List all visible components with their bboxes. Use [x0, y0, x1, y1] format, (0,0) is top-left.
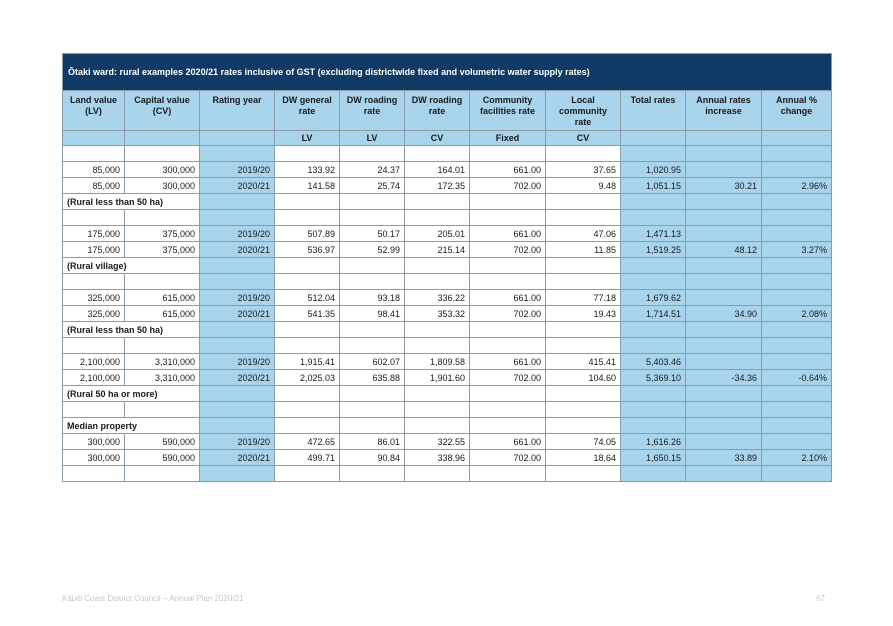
table-cell: 661.00 [470, 290, 546, 306]
table-cell: 1,714.51 [621, 306, 686, 322]
column-header: Community facilities rate [470, 91, 546, 131]
table-cell [125, 146, 200, 162]
column-header: Annual % change [762, 91, 832, 131]
table-cell [686, 274, 762, 290]
empty-cell [762, 418, 832, 434]
table-cell [63, 338, 125, 354]
empty-cell [200, 418, 275, 434]
empty-cell [275, 322, 340, 338]
empty-cell [470, 322, 546, 338]
table-cell [470, 402, 546, 418]
empty-cell [200, 258, 275, 274]
table-cell: 11.85 [546, 242, 621, 258]
table-cell [200, 338, 275, 354]
table-cell [686, 290, 762, 306]
table-cell [762, 290, 832, 306]
table-cell: 661.00 [470, 226, 546, 242]
table-cell: 375,000 [125, 226, 200, 242]
table-cell: 499.71 [275, 450, 340, 466]
table-cell: 300,000 [63, 450, 125, 466]
table-cell: 86.01 [340, 434, 405, 450]
unit-cell [686, 131, 762, 146]
table-cell: 52.99 [340, 242, 405, 258]
table-cell: 77.18 [546, 290, 621, 306]
page-number: 67 [816, 594, 825, 603]
table-cell [200, 466, 275, 482]
table-cell: 37.65 [546, 162, 621, 178]
table-cell [546, 210, 621, 226]
blank-row [63, 466, 832, 482]
empty-cell [470, 418, 546, 434]
table-cell [621, 210, 686, 226]
column-header: Capital value (CV) [125, 91, 200, 131]
table-cell [686, 434, 762, 450]
table-cell: 415.41 [546, 354, 621, 370]
empty-cell [686, 258, 762, 274]
table-cell: 1,051.15 [621, 178, 686, 194]
table-cell [340, 274, 405, 290]
empty-cell [621, 386, 686, 402]
empty-cell [762, 386, 832, 402]
table-cell: 702.00 [470, 370, 546, 386]
unit-cell: Fixed [470, 131, 546, 146]
empty-cell [275, 258, 340, 274]
group-label: (Rural less than 50 ha) [63, 322, 200, 338]
table-cell: 85,000 [63, 162, 125, 178]
table-cell [470, 466, 546, 482]
table-cell: 635.88 [340, 370, 405, 386]
table-cell [762, 434, 832, 450]
empty-cell [340, 322, 405, 338]
table-cell [405, 210, 470, 226]
empty-cell [405, 258, 470, 274]
table-cell [686, 354, 762, 370]
table-cell [200, 210, 275, 226]
table-cell: 615,000 [125, 290, 200, 306]
group-label: Median property [63, 418, 200, 434]
table-cell [405, 146, 470, 162]
table-cell: 215.14 [405, 242, 470, 258]
table-cell: 2019/20 [200, 162, 275, 178]
table-cell: 2020/21 [200, 450, 275, 466]
unit-cell: LV [275, 131, 340, 146]
table-cell: 1,679.62 [621, 290, 686, 306]
empty-cell [275, 418, 340, 434]
table-cell [63, 274, 125, 290]
table-cell [762, 338, 832, 354]
table-cell: 1,915.41 [275, 354, 340, 370]
table-cell [762, 210, 832, 226]
group-label-row [63, 194, 832, 210]
table-cell: 205.01 [405, 226, 470, 242]
unit-cell [63, 131, 125, 146]
column-header: Annual rates increase [686, 91, 762, 131]
table-cell [63, 146, 125, 162]
table-cell: 3,310,000 [125, 370, 200, 386]
table-cell [762, 402, 832, 418]
empty-cell [546, 258, 621, 274]
empty-cell [686, 418, 762, 434]
empty-cell [546, 322, 621, 338]
table-cell: 5,403.46 [621, 354, 686, 370]
table-cell: 98.41 [340, 306, 405, 322]
table-cell: 19.43 [546, 306, 621, 322]
table-cell [621, 146, 686, 162]
table-cell: 85,000 [63, 178, 125, 194]
table-cell: 93.18 [340, 290, 405, 306]
table-cell [546, 146, 621, 162]
empty-cell [621, 322, 686, 338]
empty-cell [546, 418, 621, 434]
table-cell: 661.00 [470, 354, 546, 370]
empty-cell [200, 322, 275, 338]
table-cell: 2019/20 [200, 434, 275, 450]
table-cell [63, 402, 125, 418]
table-cell [200, 402, 275, 418]
table-cell: 164.01 [405, 162, 470, 178]
table-cell [405, 338, 470, 354]
table-cell [275, 402, 340, 418]
table-cell [405, 466, 470, 482]
column-header: Land value (LV) [63, 91, 125, 131]
table-cell: 2020/21 [200, 242, 275, 258]
table-cell [470, 146, 546, 162]
empty-cell [621, 258, 686, 274]
table-cell: 1,519.25 [621, 242, 686, 258]
table-cell: 661.00 [470, 434, 546, 450]
table-row [63, 226, 832, 242]
table-row [63, 434, 832, 450]
table-cell [63, 466, 125, 482]
table-cell: 2020/21 [200, 178, 275, 194]
blank-row [63, 338, 832, 354]
empty-cell [340, 258, 405, 274]
unit-cell: LV [340, 131, 405, 146]
table-cell: 2,025.03 [275, 370, 340, 386]
table-cell: 33.89 [686, 450, 762, 466]
table-cell [470, 274, 546, 290]
table-cell: 34.90 [686, 306, 762, 322]
empty-cell [621, 194, 686, 210]
column-header: DW general rate [275, 91, 340, 131]
blank-row [63, 274, 832, 290]
table-cell [125, 466, 200, 482]
table-cell: 30.21 [686, 178, 762, 194]
blank-row [63, 402, 832, 418]
unit-row [63, 131, 832, 146]
header-row [63, 91, 832, 131]
table-cell [546, 402, 621, 418]
table-cell [621, 338, 686, 354]
table-cell [546, 274, 621, 290]
blank-row [63, 210, 832, 226]
table-cell: 325,000 [63, 290, 125, 306]
table-title: Ōtaki ward: rural examples 2020/21 rates inclusive of GST (excluding districtwide fixed and volumetric water supply rates) [63, 54, 832, 91]
table-cell: 90.84 [340, 450, 405, 466]
table-cell: 2.10% [762, 450, 832, 466]
empty-cell [340, 418, 405, 434]
table-cell [621, 402, 686, 418]
table-cell [546, 338, 621, 354]
table-row [63, 354, 832, 370]
table-cell [405, 402, 470, 418]
table-cell: 50.17 [340, 226, 405, 242]
group-label-row [63, 258, 832, 274]
table-row [63, 178, 832, 194]
table-cell [686, 402, 762, 418]
table-cell: 325,000 [63, 306, 125, 322]
table-row [63, 290, 832, 306]
table-cell: 48.12 [686, 242, 762, 258]
table-cell [340, 466, 405, 482]
table-cell: 47.06 [546, 226, 621, 242]
table-row [63, 450, 832, 466]
table-cell: 74.05 [546, 434, 621, 450]
footer-publication: Kāpiti Coast District Council – Annual Plan 2020/21 [62, 594, 244, 603]
table-cell [762, 466, 832, 482]
table-cell: 590,000 [125, 434, 200, 450]
empty-cell [762, 194, 832, 210]
table-cell: 2019/20 [200, 354, 275, 370]
empty-cell [470, 194, 546, 210]
empty-cell [686, 322, 762, 338]
table-cell: 1,616.26 [621, 434, 686, 450]
table-cell: 590,000 [125, 450, 200, 466]
table-cell [340, 338, 405, 354]
table-cell: 175,000 [63, 226, 125, 242]
table-cell: 375,000 [125, 242, 200, 258]
table-cell: 175,000 [63, 242, 125, 258]
table-cell [686, 338, 762, 354]
empty-cell [200, 386, 275, 402]
table-cell [621, 274, 686, 290]
table-cell: 661.00 [470, 162, 546, 178]
table-cell: 25.74 [340, 178, 405, 194]
table-cell [125, 274, 200, 290]
table-cell: 133.92 [275, 162, 340, 178]
table-cell [470, 210, 546, 226]
table-cell [340, 210, 405, 226]
table-cell: 2019/20 [200, 290, 275, 306]
table-cell: 2.08% [762, 306, 832, 322]
empty-cell [275, 194, 340, 210]
table-cell: 2,100,000 [63, 370, 125, 386]
table-cell: 18.64 [546, 450, 621, 466]
table-cell: 300,000 [63, 434, 125, 450]
table-cell: 541.35 [275, 306, 340, 322]
table-cell [686, 466, 762, 482]
empty-cell [686, 194, 762, 210]
table-cell: 1,471.13 [621, 226, 686, 242]
table-cell: 353.32 [405, 306, 470, 322]
table-cell: 322.55 [405, 434, 470, 450]
empty-cell [340, 386, 405, 402]
table-cell [125, 402, 200, 418]
unit-cell [125, 131, 200, 146]
empty-cell [405, 418, 470, 434]
unit-cell: CV [546, 131, 621, 146]
table-row [63, 306, 832, 322]
column-header: Rating year [200, 91, 275, 131]
table-cell [275, 210, 340, 226]
table-cell: 702.00 [470, 242, 546, 258]
table-cell: -34.36 [686, 370, 762, 386]
table-cell: 1,809.58 [405, 354, 470, 370]
table-cell [340, 402, 405, 418]
group-label-row [63, 418, 832, 434]
table-cell: 2019/20 [200, 226, 275, 242]
table-cell [762, 226, 832, 242]
unit-cell [621, 131, 686, 146]
group-label: (Rural less than 50 ha) [63, 194, 200, 210]
table-cell: 536.97 [275, 242, 340, 258]
table-cell: 2020/21 [200, 370, 275, 386]
table-cell [275, 146, 340, 162]
table-cell: 615,000 [125, 306, 200, 322]
table-cell [125, 210, 200, 226]
table-cell [275, 466, 340, 482]
table-cell [275, 274, 340, 290]
column-header: Total rates [621, 91, 686, 131]
table-cell [686, 146, 762, 162]
unit-cell: CV [405, 131, 470, 146]
column-header: DW roading rate [340, 91, 405, 131]
column-header: Local community rate [546, 91, 621, 131]
empty-cell [275, 386, 340, 402]
empty-cell [546, 386, 621, 402]
table-cell [686, 210, 762, 226]
empty-cell [340, 194, 405, 210]
unit-cell [200, 131, 275, 146]
table-cell: 702.00 [470, 306, 546, 322]
table-cell: 300,000 [125, 162, 200, 178]
table-cell: -0.64% [762, 370, 832, 386]
empty-cell [200, 194, 275, 210]
table-cell [275, 338, 340, 354]
table-cell [762, 146, 832, 162]
table-cell: 172.35 [405, 178, 470, 194]
table-cell [546, 466, 621, 482]
unit-cell [762, 131, 832, 146]
table-cell [470, 338, 546, 354]
empty-cell [405, 194, 470, 210]
table-cell [63, 210, 125, 226]
table-cell: 2,100,000 [63, 354, 125, 370]
group-label-row [63, 322, 832, 338]
table-cell [125, 338, 200, 354]
rates-table [62, 53, 832, 482]
table-cell: 507.89 [275, 226, 340, 242]
empty-cell [686, 386, 762, 402]
table-row [63, 242, 832, 258]
empty-cell [470, 386, 546, 402]
table-cell: 702.00 [470, 450, 546, 466]
table-cell: 5,369.10 [621, 370, 686, 386]
table-body [63, 146, 832, 482]
table-cell [621, 466, 686, 482]
table-cell: 2020/21 [200, 306, 275, 322]
empty-cell [621, 418, 686, 434]
table-cell: 602.07 [340, 354, 405, 370]
group-label: (Rural 50 ha or more) [63, 386, 200, 402]
blank-row [63, 146, 832, 162]
empty-cell [762, 258, 832, 274]
table-cell: 512.04 [275, 290, 340, 306]
table-cell: 3,310,000 [125, 354, 200, 370]
table-cell: 702.00 [470, 178, 546, 194]
table-cell [686, 226, 762, 242]
group-label: (Rural village) [63, 258, 200, 274]
empty-cell [405, 386, 470, 402]
table-cell: 336.22 [405, 290, 470, 306]
table-cell: 24.37 [340, 162, 405, 178]
column-header: DW roading rate [405, 91, 470, 131]
table-cell: 1,020.95 [621, 162, 686, 178]
table-cell: 141.58 [275, 178, 340, 194]
table-cell: 1,901.60 [405, 370, 470, 386]
table-cell [762, 162, 832, 178]
table-cell [686, 162, 762, 178]
table-cell [405, 274, 470, 290]
table-cell [200, 146, 275, 162]
table-cell: 9.48 [546, 178, 621, 194]
empty-cell [405, 322, 470, 338]
table-cell [340, 146, 405, 162]
empty-cell [470, 258, 546, 274]
empty-cell [546, 194, 621, 210]
table-cell [762, 354, 832, 370]
table-cell: 472.65 [275, 434, 340, 450]
table-cell: 338.96 [405, 450, 470, 466]
table-cell: 1,650.15 [621, 450, 686, 466]
table-cell: 104.60 [546, 370, 621, 386]
table-cell [200, 274, 275, 290]
table-row [63, 370, 832, 386]
table-cell: 3.27% [762, 242, 832, 258]
table-row [63, 162, 832, 178]
group-label-row [63, 386, 832, 402]
table-cell: 2.96% [762, 178, 832, 194]
empty-cell [762, 322, 832, 338]
table-cell: 300,000 [125, 178, 200, 194]
table-cell [762, 274, 832, 290]
